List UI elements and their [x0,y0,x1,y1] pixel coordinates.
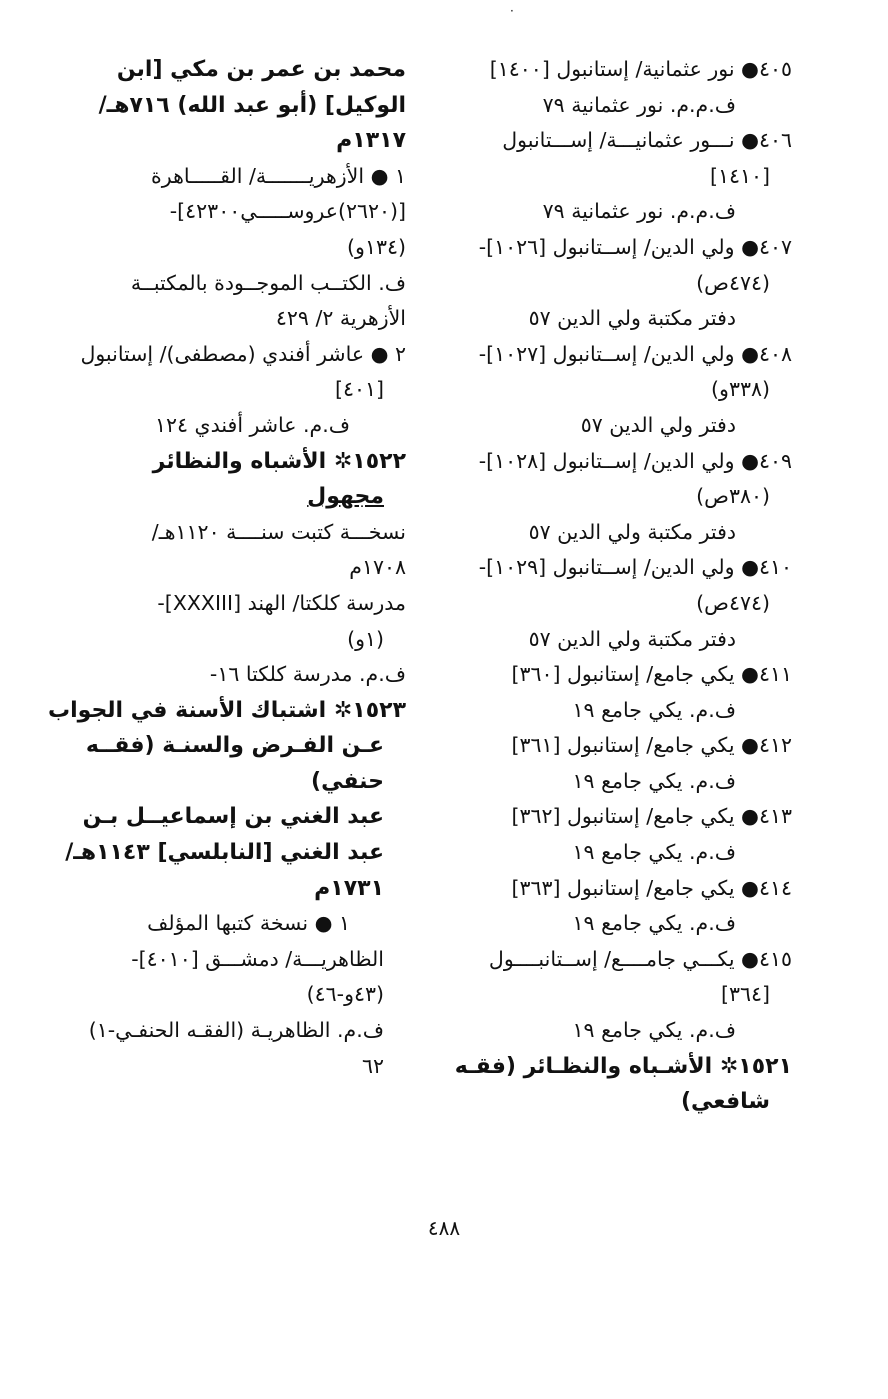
text-line: مجهول [307,484,384,510]
right-column [440,52,792,1120]
text-line: [٤٠١] [334,377,384,402]
text-line: ٢ ● عاشر أفندي (مصطفى)/ إستانبول [80,341,406,366]
text-line: ١٧٠٨م [349,555,406,580]
text-line: ف. الكتــب الموجــودة بالمكتبــة [130,270,406,295]
text-line: نسخـــة كتبت سنــــة ١١٢٠هـ/ [151,519,406,544]
text-line: ٦٢ [361,1053,384,1078]
text-line: دفتر مكتبة ولي الدين ٥٧ [528,306,736,331]
text-line: ١٣١٧م [336,128,406,154]
text-line: ف.م. عاشر أفندي ١٢٤ [154,412,350,437]
text-line: [(٢٦٢٠)عروســـــي٤٢٣٠٠]- [169,199,406,224]
text-line: الوكيل] (أبو عبد الله) ٧١٦هـ/ [98,92,406,118]
text-line: ٤١٥● يكـــي جامــــع/ إســتانبــــول [488,946,792,971]
text-line: الظاهريـــة/ دمشـــق [٤٠١٠]- [131,946,384,971]
text-line: ١٧٣١م [314,875,384,901]
text-line: (١و) [347,626,384,651]
text-line: الأزهرية ٢/ ٤٢٩ [275,306,406,331]
text-line: عبد الغني [النابلسي] ١١٤٣هـ/ [65,840,384,866]
text-line: ٤١٣● يكي جامع/ إستانبول [٣٦٢] [511,804,792,829]
text-line: ٤١١● يكي جامع/ إستانبول [٣٦٠] [511,662,792,687]
text-line: دفتر مكتبة ولي الدين ٥٧ [528,519,736,544]
text-line: (٤٧٤ص) [696,590,770,615]
text-line: ف.م.م. نور عثمانية ٧٩ [542,199,736,224]
text-line: ١٥٢٢✲ الأشباه والنظائر [152,448,406,474]
text-line: [١٤١٠] [709,163,770,188]
text-line: شافعي) [680,1089,770,1115]
text-line: ٤١٤● يكي جامع/ إستانبول [٣٦٣] [511,875,792,900]
text-line: (٣٨٠ص) [696,484,770,509]
text-line: محمد بن عمر بن مكي [ابن [116,57,406,82]
text-line: (١٣٤و) [347,234,406,259]
text-line: ٤٠٧● ولي الدين/ إســتانبول [١٠٢٦]- [478,234,792,259]
text-line: عبد الغني بن إسماعيــل بـن [82,804,384,830]
text-line: ٤٠٩● ولي الدين/ إســتانبول [١٠٢٨]- [478,448,792,473]
text-line: ٤١٢● يكي جامع/ إستانبول [٣٦١] [511,733,792,758]
text-line: ف.م. الظاهريـة (الفقـه الحنفـي-١) [88,1018,384,1043]
text-line: ف.م. مدرسة كلكتا ١٦- [209,662,406,687]
text-line: ١ ● نسخة كتبها المؤلف [147,911,350,936]
text-line: ف.م. يكي جامع ١٩ [572,768,736,793]
text-line: مدرسة كلكتا/ الهند [XXXIII]- [157,590,406,615]
text-line: ٤٠٥● نور عثمانية/ إستانبول [١٤٠٠] [489,57,792,81]
top-mark: · [510,4,514,18]
text-line: ف.م.م. نور عثمانية ٧٩ [542,92,736,117]
text-line: عـن الفـرض والسنـة (فقــه [85,733,384,759]
text-line: ف.م. يكي جامع ١٩ [572,911,736,936]
text-line: دفتر ولي الدين ٥٧ [580,412,736,437]
text-line: ١٥٢٣✲ اشتباك الأسنة في الجواب [48,697,406,723]
text-line: ١ ● الأزهريـــــــة/ القـــــاهرة [151,163,406,188]
text-line: ٤١٠● ولي الدين/ إســتانبول [١٠٢٩]- [478,555,792,580]
text-line: حنفي) [311,768,384,794]
text-line: (٤٧٤ص) [696,270,770,295]
text-line: ف.م. يكي جامع ١٩ [572,840,736,865]
left-column [48,52,406,1084]
text-line: ٤٠٨● ولي الدين/ إســتانبول [١٠٢٧]- [478,341,792,366]
text-line: ٤٠٦● نـــور عثمانيـــة/ إســـتانبول [502,128,792,153]
text-line: (٤٣و-٤٦) [306,982,384,1007]
text-line: ف.م. يكي جامع ١٩ [572,697,736,722]
text-line: [٣٦٤] [720,982,770,1007]
page-number: ٤٨٨ [427,1216,461,1240]
text-line: ف.م. يكي جامع ١٩ [572,1018,736,1043]
text-line: دفتر مكتبة ولي الدين ٥٧ [528,626,736,651]
text-line: (٣٣٨و) [711,377,770,402]
text-line: ١٥٢١✲ الأشـباه والنظـائر (فقـه [454,1053,792,1079]
